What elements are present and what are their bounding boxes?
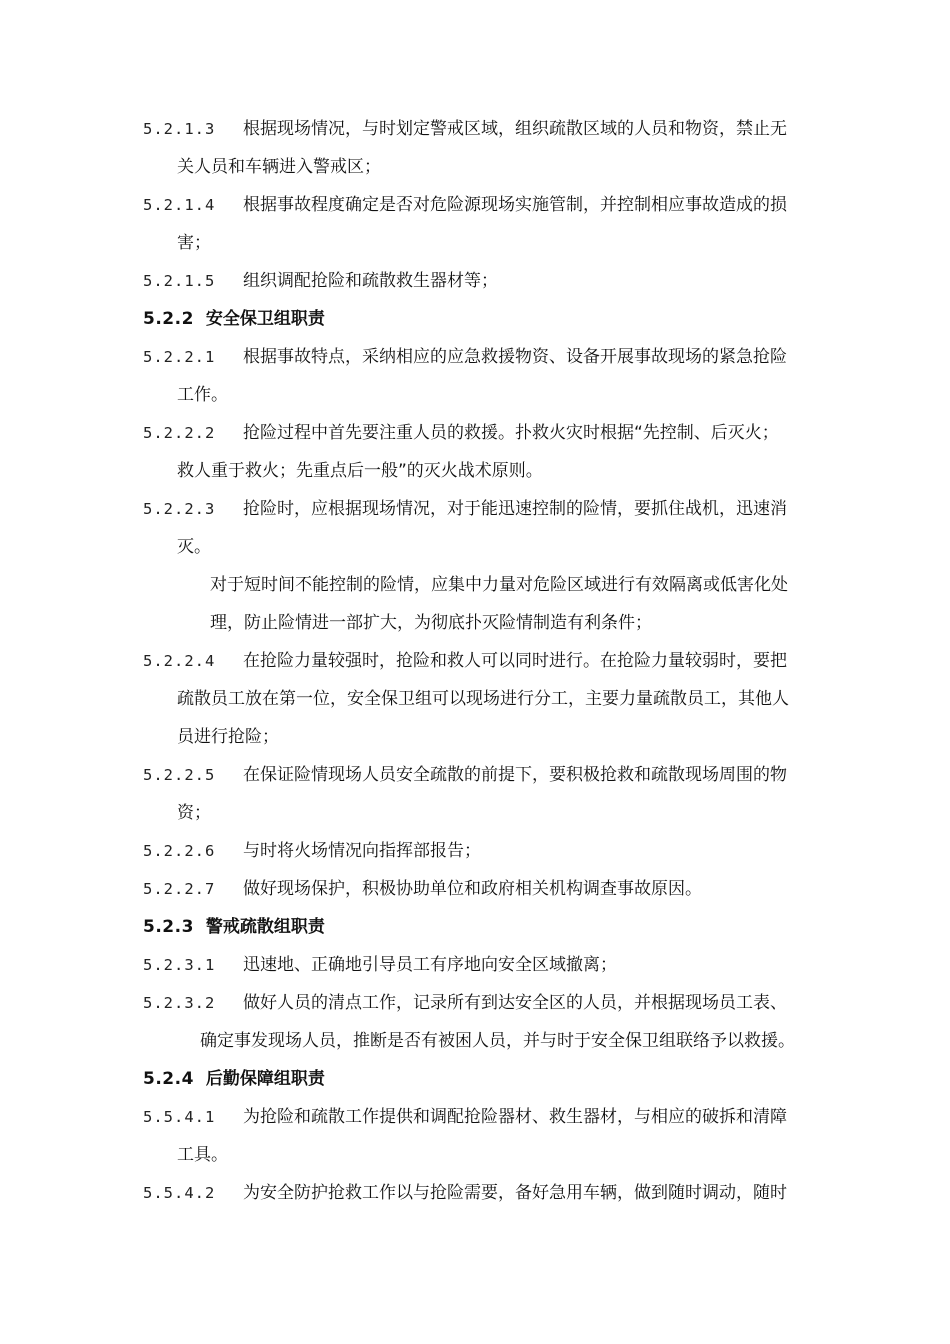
item-text: 做好人员的清点工作，记录所有到达安全区的人员，并根据现场员工表、 [243,993,787,1013]
item-text: 在保证险情现场人员安全疏散的前提下，要积极抢救和疏散现场周围的物 [243,765,787,785]
item-text-continuation: 资； [177,803,211,823]
item-text: 为抢险和疏散工作提供和调配抢险器材、救生器材，与相应的破拆和清障 [243,1107,787,1127]
item-text: 与时将火场情况向指挥部报告； [243,841,481,861]
item-number: 5.2.1.4 [143,196,216,214]
item-number: 5.2.2.2 [143,424,216,442]
item-text: 为安全防护抢救工作以与抢险需要，备好急用车辆，做到随时调动，随时 [243,1183,787,1203]
item-number: 5.2.2.1 [143,348,216,366]
item-number: 5.2.2.5 [143,766,216,784]
item-text: 根据事故特点，采纳相应的应急救援物资、设备开展事故现场的紧急抢险 [243,347,787,367]
heading-number: 5.2.3 [143,917,194,937]
item-text-continuation: 确定事发现场人员，推断是否有被困人员，并与时于安全保卫组联络予以救援。 [200,1031,795,1051]
item-text-continuation: 灭。 [177,537,211,557]
item-number: 5.2.1.3 [143,120,216,138]
heading-number: 5.2.2 [143,309,194,329]
section-heading [143,300,325,338]
item-number: 5.2.2.7 [143,880,216,898]
item-number: 5.2.2.6 [143,842,216,860]
item-number: 5.2.2.3 [143,500,216,518]
item-text: 做好现场保护，积极协助单位和政府相关机构调查事故原因。 [243,879,702,899]
item-text-continuation: 害； [177,233,211,253]
item-number: 5.5.4.2 [143,1184,216,1202]
item-number: 5.2.2.4 [143,652,216,670]
item-text: 根据事故程度确定是否对危险源现场实施管制，并控制相应事故造成的损 [243,195,787,215]
item-number: 5.2.3.1 [143,956,216,974]
item-text-continuation: 工作。 [177,385,228,405]
item-text-continuation: 疏散员工放在第一位，安全保卫组可以现场进行分工，主要力量疏散员工，其他人 [177,689,789,709]
item-number: 5.2.3.2 [143,994,216,1012]
section-heading [143,908,325,946]
item-text: 在抢险力量较强时，抢险和救人可以同时进行。在抢险力量较弱时，要把 [243,651,787,671]
item-text: 组织调配抢险和疏散救生器材等； [243,271,498,291]
heading-text: 后勤保障组职责 [205,1069,325,1089]
item-text: 迅速地、正确地引导员工有序地向安全区域撤离； [243,955,617,975]
item-text-continuation: 员进行抢险； [177,727,279,747]
item-number: 5.2.1.5 [143,272,216,290]
item-text: 抢险时，应根据现场情况，对于能迅速控制的险情，要抓住战机，迅速消 [243,499,787,519]
section-heading [143,1060,325,1098]
paragraph-text: 对于短时间不能控制的险情，应集中力量对危险区域进行有效隔离或低害化处 [210,575,788,595]
item-text: 根据现场情况，与时划定警戒区域，组织疏散区域的人员和物资，禁止无 [243,119,787,139]
heading-number: 5.2.4 [143,1069,194,1089]
paragraph-text: 理，防止险情进一部扩大，为彻底扑灭险情制造有利条件； [210,613,652,633]
item-text-continuation: 工具。 [177,1145,228,1165]
item-text-continuation: 救人重于救火；先重点后一般”的灭火战术原则。 [177,461,543,481]
item-number: 5.5.4.1 [143,1108,216,1126]
heading-text: 安全保卫组职责 [205,309,325,329]
item-text: 抢险过程中首先要注重人员的救援。扑救火灾时根据“先控制、后灭火； [243,423,779,443]
item-text-continuation: 关人员和车辆进入警戒区； [177,157,381,177]
heading-text: 警戒疏散组职责 [205,917,325,937]
